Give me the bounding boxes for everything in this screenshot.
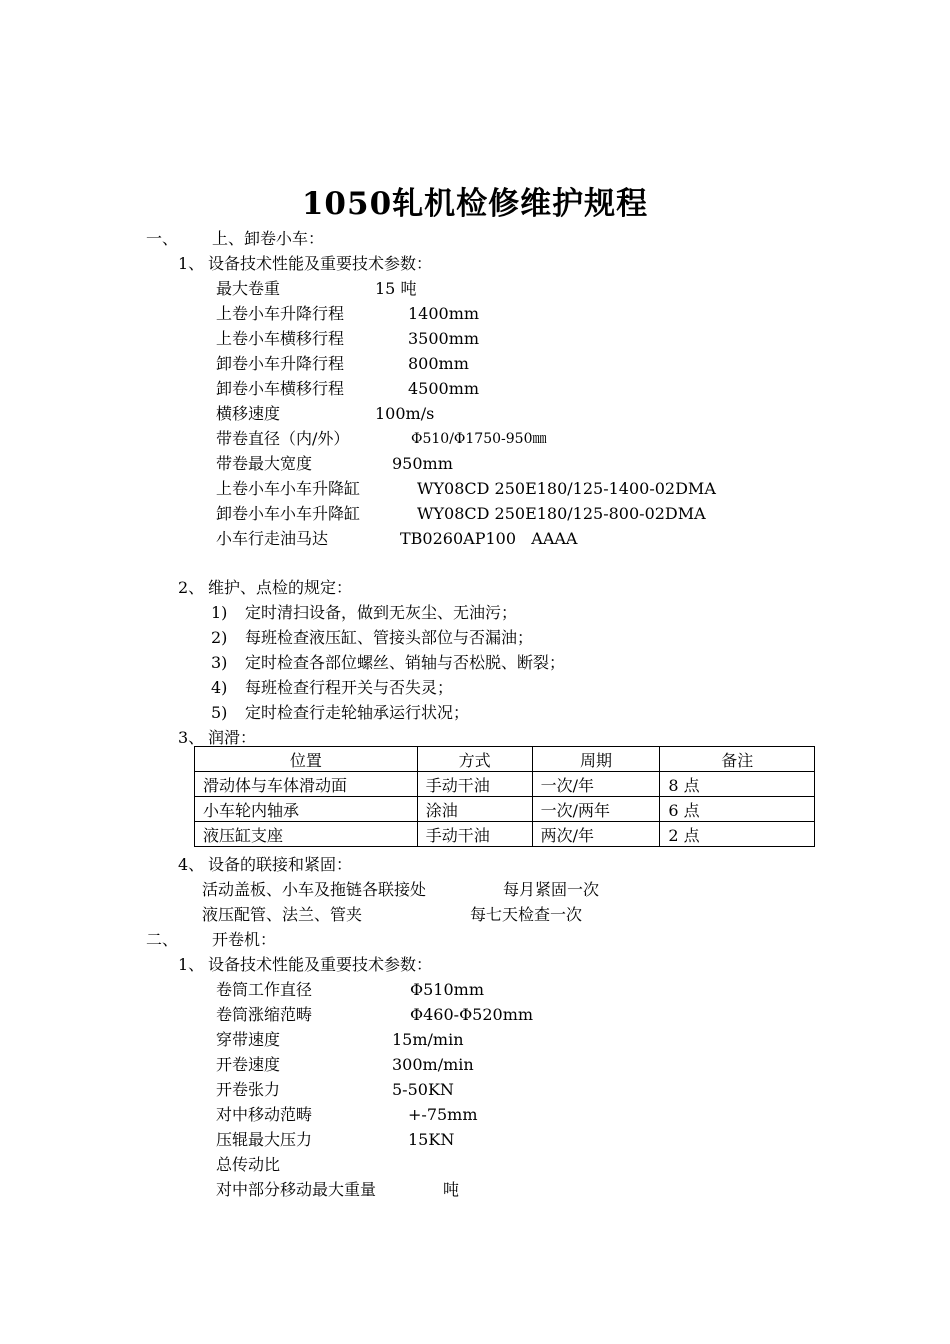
param-value: Φ510mm bbox=[410, 980, 484, 999]
subsection-title: 润滑： bbox=[208, 728, 257, 747]
param-value: 4500mm bbox=[408, 379, 480, 398]
table-cell: 手动干油 bbox=[417, 772, 532, 797]
subsection-number: 1、 bbox=[178, 254, 205, 273]
lubrication-table bbox=[194, 746, 815, 847]
rule-text: 定时检查行走轮轴承运行状况； bbox=[245, 703, 470, 722]
param-label: 上卷小车横移行程 bbox=[216, 329, 345, 348]
rule-number: 3) bbox=[211, 653, 228, 672]
param-value: WY08CD 250E180/125-1400-02DMA bbox=[417, 479, 716, 498]
section-1-number: 一、 bbox=[146, 229, 179, 248]
table-cell: 8 点 bbox=[660, 772, 815, 797]
param-label: 带卷最大宽度 bbox=[216, 454, 313, 473]
section-2-title: 开卷机： bbox=[212, 930, 277, 949]
param-value: 1400mm bbox=[408, 304, 480, 323]
table-cell: 一次/两年 bbox=[532, 797, 660, 822]
param-value: TB0260AP100 AAAA bbox=[400, 529, 578, 548]
param-label: 卸卷小车小车升降缸 bbox=[216, 504, 361, 523]
table-row bbox=[195, 822, 815, 847]
param-value: Φ510/Φ1750-950㎜ bbox=[411, 431, 547, 447]
param-value: Φ460-Φ520mm bbox=[410, 1005, 534, 1024]
table-row bbox=[195, 797, 815, 822]
table-cell: 6 点 bbox=[660, 797, 815, 822]
subsection-title: 设备技术性能及重要技术参数： bbox=[208, 955, 433, 974]
rule-text: 定时清扫设备，做到无灰尘、无油污； bbox=[245, 603, 518, 622]
table-cell: 手动干油 bbox=[417, 822, 532, 847]
subsection-number: 1、 bbox=[178, 955, 205, 974]
param-label: 卸卷小车横移行程 bbox=[216, 379, 345, 398]
param-label: 对中移动范畴 bbox=[216, 1105, 313, 1124]
fasten-value: 每七天检查一次 bbox=[470, 905, 583, 924]
param-value: 300m/min bbox=[392, 1055, 474, 1074]
column-header: 备注 bbox=[660, 747, 815, 772]
param-value: 100m/s bbox=[375, 404, 435, 423]
rule-number: 5) bbox=[211, 703, 228, 722]
rule-number: 2) bbox=[211, 628, 228, 647]
param-value: 3500mm bbox=[408, 329, 480, 348]
param-value: 15KN bbox=[408, 1130, 455, 1149]
table-cell: 小车轮内轴承 bbox=[195, 797, 418, 822]
table-cell: 两次/年 bbox=[532, 822, 660, 847]
rule-number: 4) bbox=[211, 678, 228, 697]
param-label: 带卷直径（内/外） bbox=[216, 429, 350, 448]
param-label: 卷筒工作直径 bbox=[216, 980, 313, 999]
param-label: 小车行走油马达 bbox=[216, 529, 329, 548]
fasten-label: 活动盖板、小车及拖链各联接处 bbox=[202, 880, 427, 899]
rule-text: 每班检查液压缸、管接头部位与否漏油； bbox=[245, 628, 534, 647]
subsection-title: 设备技术性能及重要技术参数： bbox=[208, 254, 433, 273]
table-cell: 滑动体与车体滑动面 bbox=[195, 772, 418, 797]
param-label: 开卷速度 bbox=[216, 1055, 281, 1074]
table-header-row bbox=[195, 747, 815, 772]
subsection-title: 设备的联接和紧固： bbox=[208, 855, 353, 874]
param-value: 15m/min bbox=[392, 1030, 464, 1049]
param-label: 开卷张力 bbox=[216, 1080, 281, 1099]
param-label: 对中部分移动最大重量 bbox=[216, 1180, 377, 1199]
param-label: 横移速度 bbox=[216, 404, 281, 423]
param-value: 15 吨 bbox=[375, 279, 417, 298]
subsection-number: 3、 bbox=[178, 728, 205, 747]
rule-text: 每班检查行程开关与否失灵； bbox=[245, 678, 454, 697]
table-cell: 2 点 bbox=[660, 822, 815, 847]
subsection-title: 维护、点检的规定： bbox=[208, 578, 353, 597]
param-label: 压辊最大压力 bbox=[216, 1130, 313, 1149]
param-label: 总传动比 bbox=[216, 1155, 281, 1174]
param-label: 穿带速度 bbox=[216, 1030, 281, 1049]
column-header: 周期 bbox=[532, 747, 660, 772]
section-1-title: 上、卸卷小车： bbox=[212, 229, 325, 248]
param-label: 卸卷小车升降行程 bbox=[216, 354, 345, 373]
param-value: 吨 bbox=[443, 1180, 460, 1199]
subsection-number: 2、 bbox=[178, 578, 205, 597]
fasten-value: 每月紧固一次 bbox=[503, 880, 600, 899]
fasten-label: 液压配管、法兰、管夹 bbox=[202, 905, 363, 924]
table-cell: 涂油 bbox=[417, 797, 532, 822]
rule-number: 1) bbox=[211, 603, 228, 622]
table-cell: 液压缸支座 bbox=[195, 822, 418, 847]
param-value: WY08CD 250E180/125-800-02DMA bbox=[417, 504, 706, 523]
param-value: 5-50KN bbox=[392, 1080, 454, 1099]
param-label: 最大卷重 bbox=[216, 279, 281, 298]
table-row bbox=[195, 772, 815, 797]
param-value: +-75mm bbox=[408, 1105, 478, 1124]
rule-text: 定时检查各部位螺丝、销轴与否松脱、断裂； bbox=[245, 653, 566, 672]
document-title: 1050轧机检修维护规程 bbox=[301, 186, 649, 222]
param-label: 上卷小车小车升降缸 bbox=[216, 479, 361, 498]
table-cell: 一次/年 bbox=[532, 772, 660, 797]
param-label: 上卷小车升降行程 bbox=[216, 304, 345, 323]
column-header: 位置 bbox=[195, 747, 418, 772]
column-header: 方式 bbox=[417, 747, 532, 772]
param-label: 卷筒涨缩范畴 bbox=[216, 1005, 313, 1024]
param-value: 800mm bbox=[408, 354, 469, 373]
section-2-number: 二、 bbox=[146, 930, 179, 949]
param-value: 950mm bbox=[392, 454, 453, 473]
subsection-number: 4、 bbox=[178, 855, 205, 874]
